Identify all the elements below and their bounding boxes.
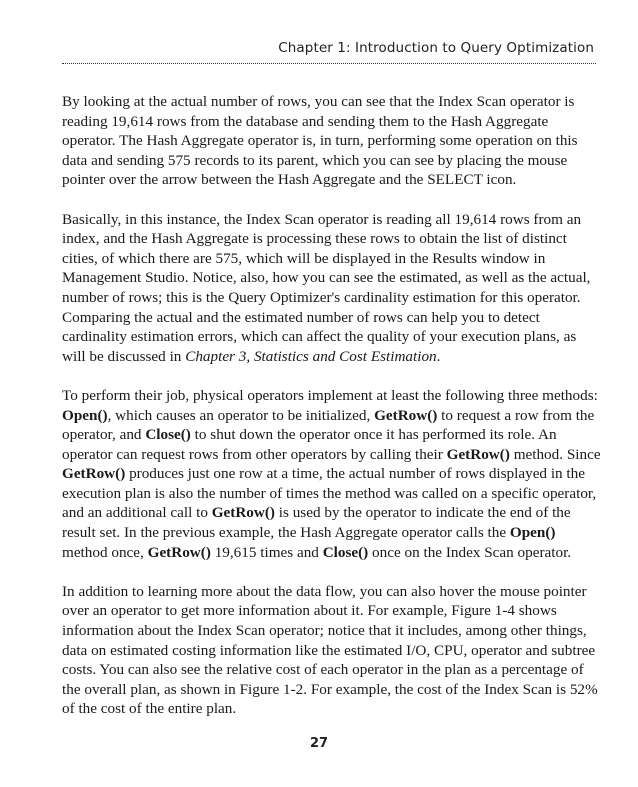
chapter-reference: Chapter 3, Statistics and Cost Estimation [185, 347, 437, 365]
text-run: is used by the operator to indicate the end of the result set. In the previous example, the Hash Aggregate operator calls the [62, 504, 571, 542]
method-name: GetRow() [211, 504, 275, 522]
header-divider [62, 63, 596, 64]
paragraph [62, 386, 602, 562]
method-name: Open() [62, 406, 108, 424]
page-number: 27 [309, 736, 329, 751]
page-body [62, 92, 602, 739]
method-name: GetRow() [374, 406, 438, 424]
method-name: Open() [509, 524, 556, 542]
method-name: Close() [145, 426, 191, 444]
paragraph [62, 210, 602, 367]
method-name: GetRow() [62, 465, 126, 483]
text-run: , which causes an operator to be initialized, [107, 406, 375, 424]
method-name: GetRow() [446, 445, 510, 463]
text-run: 19,615 times and [210, 543, 323, 561]
text-run: In addition to learning more about the data flow, you can also hover the mouse pointer over an operator to get more information about it. For example, Figure 1-4 shows information about the Index Scan operator; notice that it includes, among other things, data on estimated costing information like the estimated I/O, CPU, operator and subtree costs. You can also see the relative cost of each operator in the plan as a percentage of the overall plan, as shown in Figure 1-2. For example, the cost of the Index Scan is 52% of the cost of the entire plan. [62, 582, 598, 718]
running-header: Chapter 1: Introduction to Query Optimization [278, 40, 594, 56]
text-run: Basically, in this instance, the Index Scan operator is reading all 19,614 rows from an index, and the Hash Aggregate is processing these rows to obtain the list of distinct cities, of which there are 575, which will be displayed in the Results window in Management Studio. Notice, also, how you can see the estimated, as well as the actual, number of rows; this is the Query Optimizer's cardinality estimation for this operator. Comparing the actual and the estimated number of rows can help you to detect cardinality estimation errors, which can affect the quality of your execution plans, as will be discussed in [62, 210, 591, 365]
text-run: produces just one row at a time, the actual number of rows displayed in the execution plan is also the number of times the method was called on a specific operator, and an additional call to [62, 465, 597, 522]
text-run: . [436, 347, 441, 365]
text-run: method. Since [509, 445, 601, 463]
paragraph [62, 582, 602, 719]
text-run: to request a row from the operator, and [62, 406, 595, 444]
text-run: By looking at the actual number of rows, you can see that the Index Scan operator is reading 19,614 rows from the database and sending them to the Hash Aggregate operator. The Hash Aggregate operator is, in turn, performing some operation on this data and sending 575 records to its parent, which you can see by placing the mouse pointer over the arrow between the Hash Aggregate and the SELECT icon. [62, 93, 578, 189]
paragraph [62, 92, 602, 190]
text-run: To perform their job, physical operators implement at least the following three methods: [62, 386, 598, 404]
method-name: GetRow() [147, 543, 211, 561]
text-run: once on the Index Scan operator. [368, 543, 572, 561]
text-run: method once, [62, 543, 148, 561]
text-run: to shut down the operator once it has performed its role. An operator can request rows from other operators by calling their [62, 426, 557, 463]
method-name: Close() [322, 543, 369, 561]
